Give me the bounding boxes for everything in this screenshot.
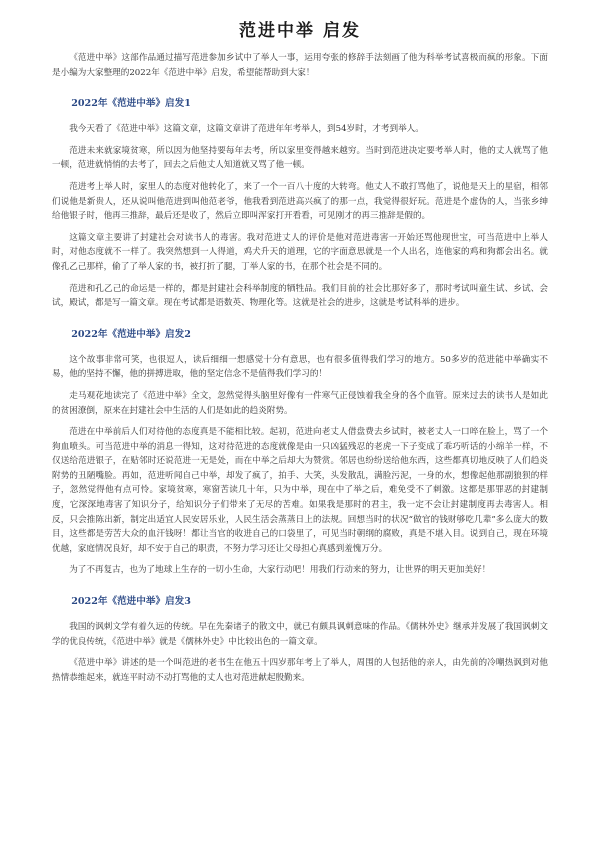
paragraph: 范进在中举前后人们对待他的态度真是不能相比较。起初，范进向老丈人借盘费去乡试时，被老丈人一口啐在脸上，骂了一个狗血喷头。可当范进中举的消息一得知，这对待范进的态度就像是由一只凶猛残忍的老虎一下子变成了乖巧听话的小绵羊一样，不仅送给范进银子，在贴邻时还说范进一无是处，而在中举之后却大为赞赏。邻居也纷纷送给他东西，这些都真切地反映了人们趋炎附势的丑陋嘴脸。再如，范进听闻自己中举，却发了疯了，拍手、大笑，头发散乱，满脸污泥，一身的水，想像起他那副狼狈的样子，忽然觉得他有点可怜。家境贫寒，寒窗苦读几十年，只为中举，现在中了举之后，难免受不了刺激。这都是那罪恶的封建制度，它深深地毒害了知识分子，给知识分子们带来了无尽的苦难。如果我是那时的君主，我一定不会让封建制度再去毒害人。相反，只会推陈出新，制定出适宜人民安居乐业，人民生活会蒸蒸日上的法规。回想当时的状况“做官的钱财够吃几辈”多么庞大的数目，这些都是劳苦大众的血汗钱呀！都让当官的收进自己的口袋里了，可见当时朝纲的腐败，真是不堪入目。说到自己，现在环境优越，家庭情况良好，却不安于自己的职责，不努力学习还让父母担心真感到羞愧万分。 <box>52 427 548 554</box>
section-1 <box>52 95 548 311</box>
paragraph: 这篇文章主要讲了封建社会对读书人的毒害。我对范进丈人的评价是他对范进毒害一开始还骂他现世宝，可当范进中上举人时，对他态度就不一样了。我突然想到一人得道，鸡犬升天的道理，它的字面意思就是一个人出名，连他家的鸡和狗都会出名。就像孔乙己那样，偷了了举人家的书，被打折了腿，丁举人家的书，在那个社会是不同的。 <box>52 232 548 272</box>
paragraph: 范进和孔乙己的命运是一样的，都是封建社会科举制度的牺牲品。我们目前的社会比那好多了，那时考试叫童生试、乡试、会试，殿试，都是写一篇文章。现在考试都是语数英、物理化等。这就是社会的进步，这就是考试科举的进步。 <box>52 283 548 309</box>
section-heading: 2022年《范进中举》启发3 <box>71 596 191 608</box>
section-3 <box>52 593 548 685</box>
section-heading: 2022年《范进中举》启发2 <box>71 328 191 340</box>
section-2 <box>52 326 548 578</box>
section-heading: 2022年《范进中举》启发1 <box>71 98 191 110</box>
paragraph: 这个故事非常可笑，也很逗人，读后细细一想感觉十分有意思，也有很多值得我们学习的地方。50多岁的范进能中举确实不易，他的坚持不懈，他的拼搏进取，他的坚定信念不是值得我们学习的！ <box>52 354 548 380</box>
document-title: 范进中举 启发 <box>239 21 361 41</box>
paragraph: 《范进中举》讲述的是一个叫范进的老书生在他五十四岁那年考上了举人，周围的人包括他的亲人，由先前的冷嘲热讽到对他热情恭维起来，就连平时动不动打骂他的丈人也对范进献起殷勤来。 <box>52 658 548 683</box>
paragraph: 我国的讽刺文学有着久远的传统。早在先秦诸子的散文中，就已有颇具讽刺意味的作品。《儒林外史》继承并发展了我国讽刺文学的优良传统，《范进中举》就是《儒林外史》中比较出色的一篇文章。 <box>52 622 548 647</box>
paragraph: 我今天看了《范进中举》这篇文章，这篇文章讲了范进年年考举人，到54岁时，才考到举人。 <box>69 124 424 135</box>
paragraph: 范进未来就家境贫寒，所以因为他坚持要每年去考，所以家里变得越来越穷。当时到范进决定要考举人时，他的丈人就骂了他一顿，范进就悄悄的去考了，回去之后他丈人知道就又骂了他一顿。 <box>52 145 548 171</box>
paragraph: 为了不再复古，也为了地球上生存的一切小生命，大家行动吧！用我们行动来的努力，让世界的明天更加美好！ <box>69 565 491 576</box>
paragraph: 范进考上举人时，家里人的态度对他转化了，来了一个一百八十度的大转弯。他丈人不敢打骂他了，说他是天上的星宿，相邻们说他是新贵人，还从说叫他范进到叫他范老爷，他我看到范进高兴疯了的那一点，我觉得很好玩。范进是个虚伪的人，当张乡绅给他银子时，他再三推辞，最后还是收了，然后立即叫浑家打开看看，可见刚才的再三推辞是假的。 <box>52 181 548 222</box>
paragraph: 走马观花地读完了《范进中举》全文，忽然觉得头脑里好像有一件寒气正侵蚀着我全身的各个血管。原来过去的读书人是如此的贫困潦倒，原来在封建社会中生活的人们是如此的趋炎附势。 <box>52 390 548 416</box>
intro-paragraph: 《范进中举》这部作品通过描写范进参加乡试中了举人一事，运用夸张的修辞手法刻画了他为科举考试喜极而疯的形象。下面是小编为大家整理的2022年《范进中举》启发，希望能帮助到大家！ <box>52 53 548 78</box>
